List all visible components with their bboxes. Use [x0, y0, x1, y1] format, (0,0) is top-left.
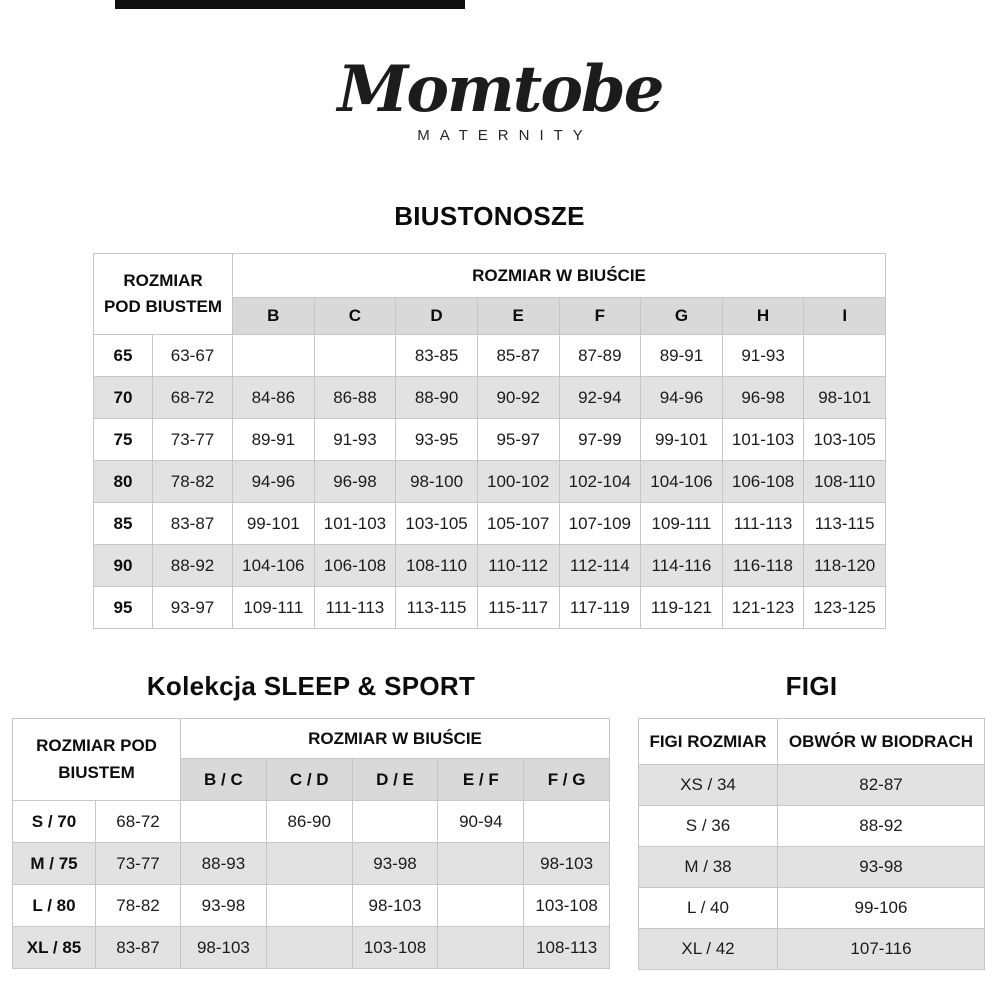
bust-range-cell: 111-113 [314, 587, 396, 629]
bust-range-cell: 93-95 [396, 419, 478, 461]
band-size-cell: M / 75 [13, 843, 96, 885]
bust-range-cell [266, 843, 352, 885]
cup-column-header: F / G [524, 759, 610, 801]
underbust-range-cell: 83-87 [96, 927, 181, 969]
bust-range-cell: 109-111 [641, 503, 723, 545]
figi-table-row [639, 765, 985, 806]
hips-range-cell: 88-92 [778, 806, 985, 847]
bust-range-cell: 98-101 [804, 377, 886, 419]
bust-range-cell [804, 335, 886, 377]
size-table-row [13, 801, 610, 843]
cup-column-header: B / C [181, 759, 267, 801]
underbust-range-cell: 68-72 [153, 377, 233, 419]
figi-table-row [639, 847, 985, 888]
bust-range-cell: 116-118 [722, 545, 804, 587]
bust-group-header: ROZMIAR W BIUŚCIE [181, 719, 610, 759]
underbust-corner-header [94, 254, 233, 335]
hips-range-cell: 99-106 [778, 888, 985, 929]
bust-range-cell: 98-100 [396, 461, 478, 503]
cup-column-header: H [722, 298, 804, 335]
bust-range-cell: 106-108 [722, 461, 804, 503]
corner-line1: ROZMIAR [123, 270, 203, 290]
sleep-sport-section-title: Kolekcja SLEEP & SPORT [146, 671, 476, 701]
size-table-row [94, 545, 886, 587]
bust-range-cell: 109-111 [233, 587, 315, 629]
size-table-row [94, 377, 886, 419]
bust-range-cell: 98-103 [352, 885, 438, 927]
figi-size-cell: L / 40 [639, 888, 778, 929]
band-size-cell: 65 [94, 335, 153, 377]
bust-range-cell: 90-92 [477, 377, 559, 419]
bra-size-table [93, 253, 886, 629]
cup-column-header: B [233, 298, 315, 335]
size-table-row [94, 461, 886, 503]
underbust-range-cell: 73-77 [96, 843, 181, 885]
bra-table-header-row [94, 254, 886, 298]
size-table-row [13, 927, 610, 969]
underbust-range-cell: 73-77 [153, 419, 233, 461]
cup-column-header: C / D [266, 759, 352, 801]
bust-range-cell: 117-119 [559, 587, 641, 629]
bust-range-cell [438, 843, 524, 885]
sleep-sport-size-table [12, 718, 610, 969]
figi-table-header-row [639, 719, 985, 765]
cup-column-header: F [559, 298, 641, 335]
bust-range-cell: 93-98 [352, 843, 438, 885]
bust-range-cell: 105-107 [477, 503, 559, 545]
bust-range-cell: 86-88 [314, 377, 396, 419]
bust-range-cell: 85-87 [477, 335, 559, 377]
bust-range-cell: 103-108 [352, 927, 438, 969]
figi-table-row [639, 929, 985, 970]
underbust-range-cell: 83-87 [153, 503, 233, 545]
bust-range-cell [524, 801, 610, 843]
figi-size-table [638, 718, 985, 970]
bust-range-cell: 96-98 [722, 377, 804, 419]
band-size-cell: 75 [94, 419, 153, 461]
bust-range-cell [314, 335, 396, 377]
bust-range-cell: 118-120 [804, 545, 886, 587]
figi-table-row [639, 806, 985, 847]
bust-range-cell [438, 927, 524, 969]
bust-range-cell: 111-113 [722, 503, 804, 545]
size-table-row [94, 587, 886, 629]
band-size-cell: XL / 85 [13, 927, 96, 969]
figi-size-cell: S / 36 [639, 806, 778, 847]
bust-range-cell: 113-115 [396, 587, 478, 629]
bust-range-cell: 86-90 [266, 801, 352, 843]
figi-size-header: FIGI ROZMIAR [639, 719, 778, 765]
bust-range-cell: 101-103 [722, 419, 804, 461]
bust-range-cell: 108-110 [396, 545, 478, 587]
underbust-corner-header [13, 719, 181, 801]
bust-range-cell [266, 927, 352, 969]
bust-range-cell: 102-104 [559, 461, 641, 503]
corner-line2: BIUSTEM [58, 762, 135, 782]
brand-name: Momtobe [337, 52, 663, 127]
bust-range-cell: 87-89 [559, 335, 641, 377]
bust-range-cell: 106-108 [314, 545, 396, 587]
bust-range-cell: 99-101 [233, 503, 315, 545]
bust-range-cell: 99-101 [641, 419, 723, 461]
cup-column-header: D [396, 298, 478, 335]
bust-range-cell: 94-96 [233, 461, 315, 503]
hips-range-cell: 93-98 [778, 847, 985, 888]
bust-range-cell: 90-94 [438, 801, 524, 843]
bust-range-cell: 91-93 [722, 335, 804, 377]
size-table-row [94, 503, 886, 545]
band-size-cell: 70 [94, 377, 153, 419]
bust-range-cell: 98-103 [181, 927, 267, 969]
bust-range-cell: 91-93 [314, 419, 396, 461]
underbust-range-cell: 63-67 [153, 335, 233, 377]
figi-table-row [639, 888, 985, 929]
bust-range-cell: 100-102 [477, 461, 559, 503]
band-size-cell: 85 [94, 503, 153, 545]
size-table-row [13, 843, 610, 885]
bust-range-cell: 114-116 [641, 545, 723, 587]
bust-range-cell [266, 885, 352, 927]
cup-column-header: G [641, 298, 723, 335]
band-size-cell: 90 [94, 545, 153, 587]
bust-range-cell: 103-105 [396, 503, 478, 545]
bust-range-cell: 101-103 [314, 503, 396, 545]
bust-range-cell: 94-96 [641, 377, 723, 419]
bust-range-cell: 113-115 [804, 503, 886, 545]
bust-range-cell: 89-91 [233, 419, 315, 461]
bust-range-cell: 96-98 [314, 461, 396, 503]
figi-size-cell: XS / 34 [639, 765, 778, 806]
bust-range-cell: 112-114 [559, 545, 641, 587]
bust-range-cell: 123-125 [804, 587, 886, 629]
underbust-range-cell: 88-92 [153, 545, 233, 587]
size-table-row [13, 885, 610, 927]
figi-size-cell: M / 38 [639, 847, 778, 888]
bust-range-cell: 95-97 [477, 419, 559, 461]
sleep-table-header-row [13, 719, 610, 759]
bust-range-cell: 115-117 [477, 587, 559, 629]
bust-range-cell: 88-93 [181, 843, 267, 885]
figi-hips-header: OBWÓR W BIODRACH [778, 719, 985, 765]
bust-range-cell [233, 335, 315, 377]
corner-line1: ROZMIAR POD [36, 736, 157, 756]
band-size-cell: L / 80 [13, 885, 96, 927]
band-size-cell: 95 [94, 587, 153, 629]
corner-line2: POD BIUSTEM [103, 297, 223, 316]
bust-range-cell: 103-108 [524, 885, 610, 927]
underbust-range-cell: 68-72 [96, 801, 181, 843]
bust-range-cell: 92-94 [559, 377, 641, 419]
bust-group-header: ROZMIAR W BIUŚCIE [233, 254, 886, 298]
bras-section-title: BIUSTONOSZE [394, 201, 585, 231]
cup-column-header: I [804, 298, 886, 335]
cup-column-header: D / E [352, 759, 438, 801]
bust-range-cell [181, 801, 267, 843]
underbust-range-cell: 78-82 [153, 461, 233, 503]
bust-range-cell: 119-121 [641, 587, 723, 629]
band-size-cell: 80 [94, 461, 153, 503]
bust-range-cell: 93-98 [181, 885, 267, 927]
bust-range-cell: 98-103 [524, 843, 610, 885]
bust-range-cell: 83-85 [396, 335, 478, 377]
cropped-top-bar [115, 0, 465, 9]
bust-range-cell: 103-105 [804, 419, 886, 461]
bust-range-cell: 97-99 [559, 419, 641, 461]
bust-range-cell [352, 801, 438, 843]
bust-range-cell: 84-86 [233, 377, 315, 419]
bust-range-cell: 108-113 [524, 927, 610, 969]
underbust-range-cell: 93-97 [153, 587, 233, 629]
figi-section-title: FIGI [785, 671, 838, 701]
brand-subtitle: MATERNITY [417, 127, 593, 145]
bust-range-cell: 108-110 [804, 461, 886, 503]
brand-logo [0, 52, 1000, 145]
figi-size-cell: XL / 42 [639, 929, 778, 970]
band-size-cell: S / 70 [13, 801, 96, 843]
hips-range-cell: 107-116 [778, 929, 985, 970]
size-table-row [94, 419, 886, 461]
cup-column-header: E [477, 298, 559, 335]
bust-range-cell: 104-106 [233, 545, 315, 587]
bust-range-cell: 110-112 [477, 545, 559, 587]
bust-range-cell [438, 885, 524, 927]
bust-range-cell: 121-123 [722, 587, 804, 629]
cup-column-header: C [314, 298, 396, 335]
bust-range-cell: 89-91 [641, 335, 723, 377]
bust-range-cell: 104-106 [641, 461, 723, 503]
bust-range-cell: 88-90 [396, 377, 478, 419]
size-table-row [94, 335, 886, 377]
hips-range-cell: 82-87 [778, 765, 985, 806]
underbust-range-cell: 78-82 [96, 885, 181, 927]
bust-range-cell: 107-109 [559, 503, 641, 545]
cup-column-header: E / F [438, 759, 524, 801]
